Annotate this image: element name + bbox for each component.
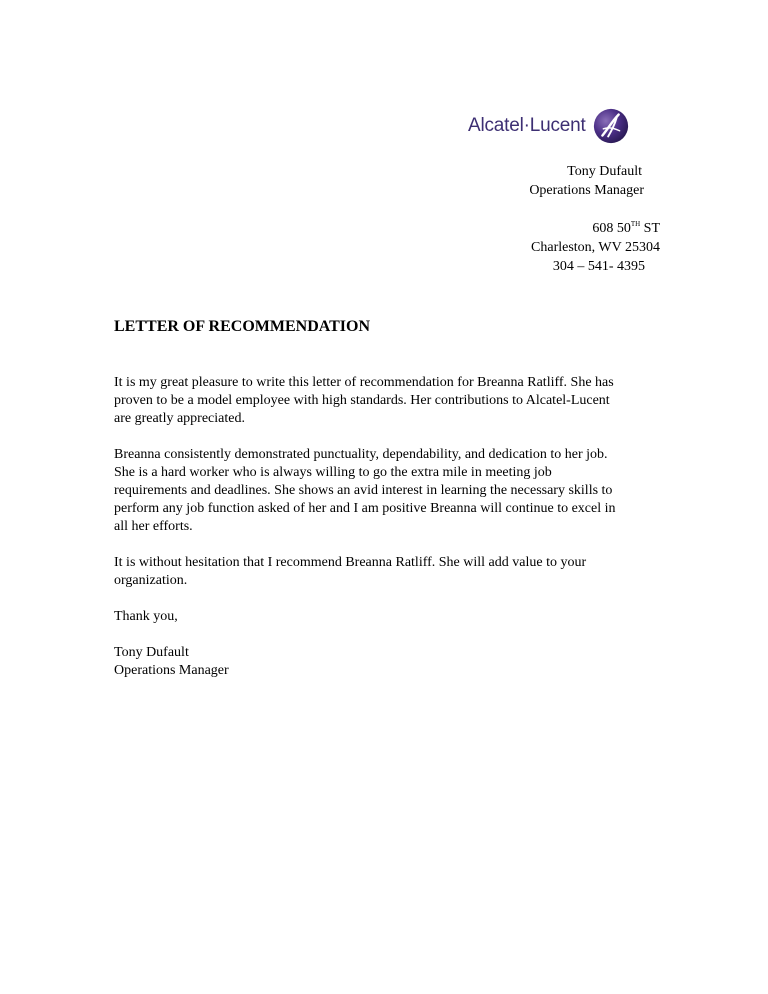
paragraph-line: all her efforts. xyxy=(114,519,193,534)
sender-phone: 304 – 541- 4395 xyxy=(552,259,645,274)
street-number: 608 50 xyxy=(592,221,631,236)
letter-body xyxy=(114,374,659,680)
paragraph-line: perform any job function asked of her and I am positive Breanna will continue to excel in xyxy=(114,501,616,516)
paragraph-line: It is without hesitation that I recommend Breanna Ratliff. She will add value to your xyxy=(114,555,587,570)
paragraph-line: are greatly appreciated. xyxy=(114,411,245,426)
paragraph-line: She is a hard worker who is always willing to go the extra mile in meeting job xyxy=(114,465,552,480)
street-ordinal: TH xyxy=(630,220,641,228)
paragraph-line: Breanna consistently demonstrated punctuality, dependability, and dedication to her job. xyxy=(114,447,608,462)
paragraph-line: organization. xyxy=(114,573,188,588)
paragraph-line: requirements and deadlines. She shows an avid interest in learning the necessary skills to xyxy=(114,483,613,498)
paragraph-3 xyxy=(114,554,659,590)
sender-street xyxy=(480,219,660,238)
closing: Thank you, xyxy=(114,609,178,624)
paragraph-1 xyxy=(114,374,659,428)
company-logo xyxy=(468,106,630,146)
street-suffix: ST xyxy=(640,221,660,236)
signature-name: Tony Dufault xyxy=(114,645,189,660)
signature-title: Operations Manager xyxy=(114,663,229,678)
sender-block xyxy=(480,162,660,276)
paragraph-line: proven to be a model employee with high standards. Her contributions to Alcatel-Lucent xyxy=(114,393,610,408)
signature-block xyxy=(114,644,659,680)
paragraph-line: It is my great pleasure to write this letter of recommendation for Breanna Ratliff. She has xyxy=(114,375,614,390)
sender-spacer xyxy=(480,200,660,219)
sender-city-state-zip: Charleston, WV 25304 xyxy=(531,240,660,255)
alcatel-lucent-swirl-icon xyxy=(592,107,630,145)
sender-name: Tony Dufault xyxy=(567,164,642,179)
paragraph-2 xyxy=(114,446,659,536)
letter-title: LETTER OF RECOMMENDATION xyxy=(114,318,371,335)
sender-title: Operations Manager xyxy=(529,183,644,198)
company-logo-text: Alcatel·Lucent xyxy=(468,115,586,136)
